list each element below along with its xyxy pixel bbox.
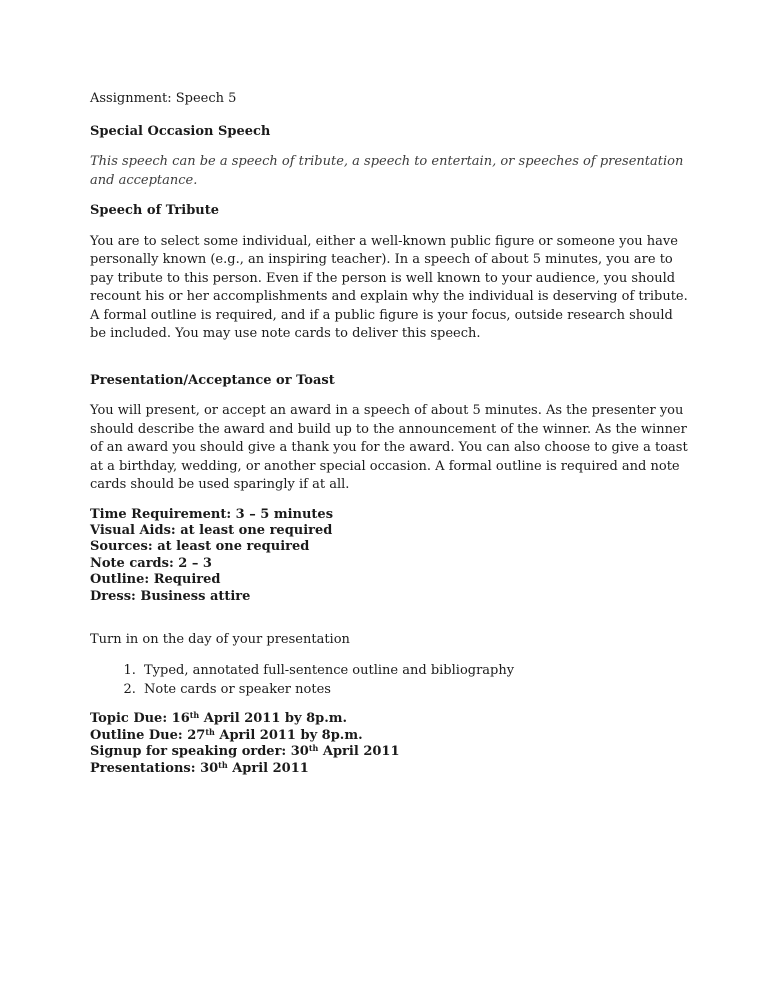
due-date-outline: Outline Due: 27th April 2011 by 8p.m. bbox=[90, 726, 363, 743]
requirements-list bbox=[90, 507, 690, 605]
requirement-item: Sources: at least one required bbox=[90, 539, 310, 555]
requirement-item: Note cards: 2 – 3 bbox=[90, 555, 212, 571]
requirement-item: Outline: Required bbox=[90, 572, 221, 588]
turn-in-item: 2. Note cards or speaker notes bbox=[140, 680, 690, 699]
requirement-item: Dress: Business attire bbox=[90, 588, 251, 604]
intro-text: This speech can be a speech of tribute, a speech to entertain, or speeches of presentation and acceptance. bbox=[90, 154, 684, 188]
turn-in-list bbox=[90, 661, 690, 699]
section-tribute-body: You are to select some individual, either a well-known public figure or someone you have personally known (e.g., an inspiring teacher). In a speech of about 5 minutes, you are to pay tribute to this person. Even if the person is well known to your audience, you should recount his or her accomplishments and explain why the individual is deserving of tribute. A formal outline is required, and if a public figure is your focus, outside research should be included. You may use note cards to deliver this speech. bbox=[90, 233, 688, 341]
due-date-signup: Signup for speaking order: 30th April 2011 bbox=[90, 743, 400, 760]
section-tribute-heading: Speech of Tribute bbox=[90, 203, 220, 218]
due-date-presentations: Presentations: 30th April 2011 bbox=[90, 759, 309, 776]
assignment-title: Assignment: Speech 5 bbox=[90, 91, 237, 106]
document-content bbox=[90, 90, 690, 777]
due-dates-list bbox=[90, 711, 690, 777]
turn-in-heading: Turn in on the day of your presentation bbox=[90, 631, 350, 647]
main-heading: Special Occasion Speech bbox=[90, 123, 271, 139]
section-presentation-body: You will present, or accept an award in a speech of about 5 minutes. As the presenter you should describe the award and build up to the announcement of the winner. As the winner of an award you should give a thank you for the award. You can also choose to give a toast at a birthday, wedding, or another special occasion. A formal outline is required and note cards should be used sparingly if at all. bbox=[90, 403, 688, 492]
due-date-topic: Topic Due: 16th April 2011 by 8p.m. bbox=[90, 710, 348, 727]
requirement-item: Visual Aids: at least one required bbox=[90, 522, 333, 538]
requirement-item: Time Requirement: 3 – 5 minutes bbox=[90, 506, 334, 522]
section-presentation-heading: Presentation/Acceptance or Toast bbox=[90, 372, 335, 388]
turn-in-item: 1. Typed, annotated full-sentence outline and bibliography bbox=[140, 661, 690, 680]
